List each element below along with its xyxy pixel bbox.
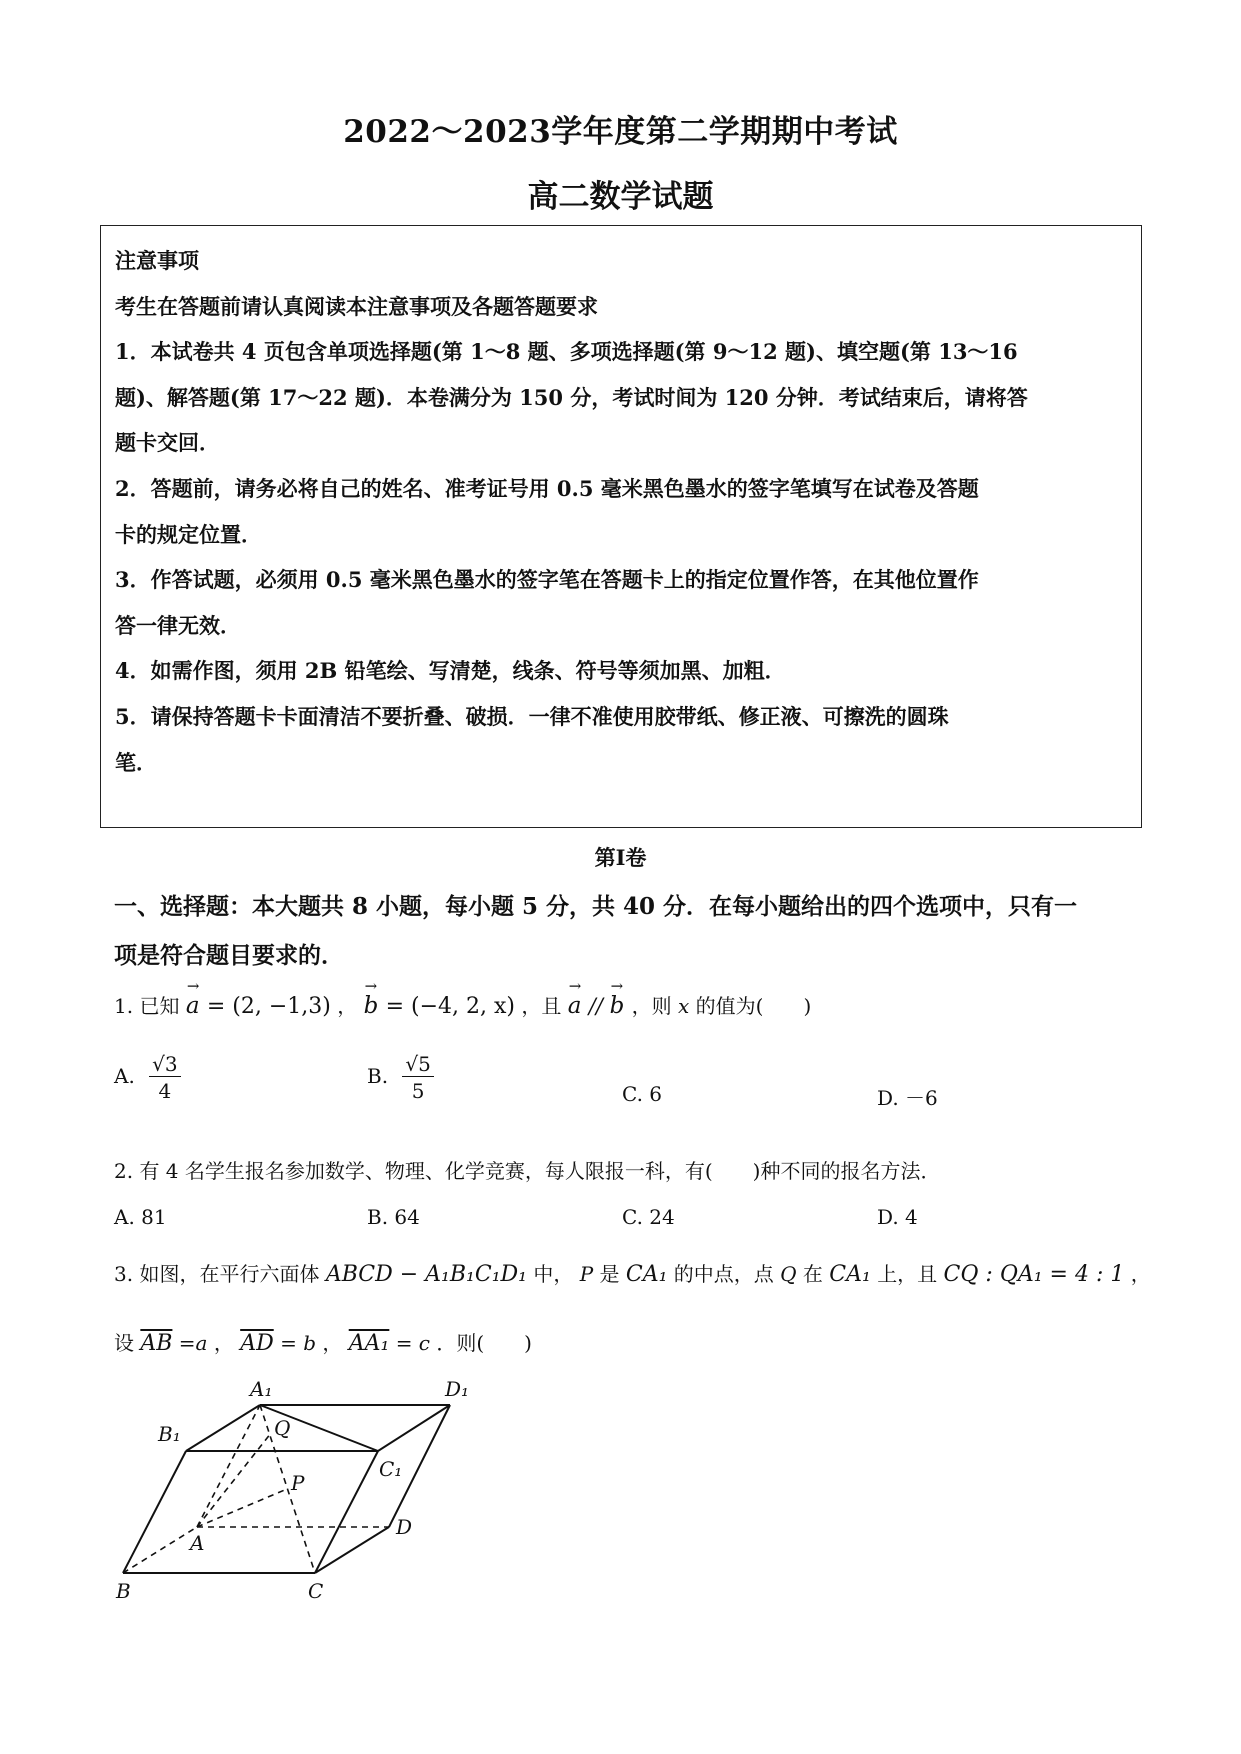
notice-line: 卡的规定位置． — [115, 521, 262, 547]
notice-line: 题卡交回． — [115, 430, 220, 456]
q1-option-a[interactable]: A. $\frac{√3}{4}$ — [114, 1052, 181, 1103]
label-D: D — [396, 1515, 413, 1539]
q1-then: ，则 — [631, 994, 672, 1018]
vector-AB: $\overline{AB}$ — [140, 1331, 173, 1356]
label-B: B — [116, 1579, 131, 1603]
segment-AQ — [197, 1433, 271, 1527]
q1-option-b[interactable]: B. $\frac{√5}{5}$ — [367, 1052, 434, 1103]
exam-subtitle: 高二数学试题 — [527, 179, 714, 215]
vector-arrow-icon: → — [610, 977, 624, 995]
notice-line: 4．如需作图，须用 2B 铅笔绘、写清楚，线条、符号等须加黑、加粗． — [115, 658, 786, 684]
vector-b-value: = (−4, 2, x) — [385, 994, 516, 1019]
vector-arrow-icon: → — [364, 977, 378, 995]
label-D1: D₁ — [445, 1377, 470, 1401]
ratio: CQ : QA₁ = 4 : 1 — [943, 1262, 1125, 1287]
label-Q: Q — [274, 1416, 291, 1440]
exam-title: 2022～2023学年度第二学期期中考试 — [343, 114, 898, 150]
section-title: 第I卷 — [594, 845, 647, 870]
notice-line: 笔． — [115, 749, 157, 775]
q2-option-a[interactable]: A. 81 — [114, 1205, 167, 1229]
vector-a-value: = (2, −1,3) — [206, 994, 331, 1019]
label-A1: A₁ — [250, 1377, 273, 1401]
edge — [315, 1451, 378, 1573]
vector-arrow-icon: → — [568, 977, 582, 995]
q1-prefix: 1. 已知 — [114, 994, 180, 1018]
parallel-b: → b — [609, 977, 625, 1019]
question-2: 2. 有 4 名学生报名参加数学、物理、化学竞赛，每人限报一科，有( )种不同的报名方法． — [114, 1159, 941, 1183]
parallel-symbol: // — [588, 994, 610, 1018]
vector-a: → a — [185, 977, 200, 1019]
label-C: C — [308, 1579, 324, 1603]
q1-suffix: 的值为( ) — [695, 994, 812, 1018]
part1-heading-line2: 项是符合题目要求的． — [114, 942, 344, 969]
label-C1: C₁ — [379, 1457, 403, 1481]
label-A: A — [190, 1531, 205, 1555]
solid-name: ABCD − A₁B₁C₁D₁ — [325, 1262, 527, 1287]
notice-heading: 注意事项 — [115, 248, 199, 273]
vector-b: → b — [363, 977, 379, 1019]
label-P: P — [291, 1471, 305, 1495]
fraction: $\frac{√5}{5}$ — [402, 1052, 433, 1103]
notice-line: 1．本试卷共 4 页包含单项选择题(第 1～8 题、多项选择题(第 9～12 题)、填空题(第 13～16 — [115, 339, 1018, 365]
q1-sep: ， — [337, 994, 358, 1018]
notice-line: 5．请保持答题卡卡面清洁不要折叠、破损．一律不准使用胶带纸、修正液、可擦洗的圆珠 — [115, 703, 949, 729]
question-3-line2: 设 $\overline{AB} =a$ ， $\overline{AD} = b$ ， AA₁ = c ．则( ) — [114, 1331, 532, 1356]
notice-line: 2．答题前，请务必将自己的姓名、准考证号用 0.5 毫米黑色墨水的签字笔填写在试卷及答题 — [115, 475, 979, 501]
part1-heading-line1: 一、选择题：本大题共 8 小题，每小题 5 分，共 40 分．在每小题给出的四个选项中，只有一 — [114, 893, 1078, 920]
q1-mid: ，且 — [521, 994, 562, 1018]
label-B1: B₁ — [158, 1422, 181, 1446]
q2-option-c[interactable]: C. 24 — [622, 1205, 675, 1229]
q2-option-b[interactable]: B. 64 — [367, 1205, 420, 1229]
notice-line: 答一律无效． — [115, 612, 241, 638]
parallel-a: → a — [567, 977, 582, 1019]
q1-option-c[interactable]: C. 6 — [622, 1082, 663, 1106]
notice-line: 考生在答题前请认真阅读本注意事项及各题答题要求 — [115, 293, 598, 319]
q2-option-d[interactable]: D. 4 — [877, 1205, 918, 1229]
q1-variable: x — [678, 994, 690, 1018]
vector-AA1: AA₁ — [348, 1331, 390, 1356]
edge — [123, 1451, 186, 1573]
notice-line: 题)、解答题(第 17～22 题)．本卷满分为 150 分，考试时间为 120 分钟．考试结束后，请将答 — [115, 384, 1028, 410]
fraction: $\frac{√3}{4}$ — [149, 1052, 180, 1103]
vector-arrow-icon: → — [186, 977, 200, 995]
vector-AD: $\overline{AD}$ — [240, 1331, 274, 1356]
notice-line: 3．作答试题，必须用 0.5 毫米黑色墨水的签字笔在答题卡上的指定位置作答，在其他位置作 — [115, 567, 979, 593]
question-3-line1: 3. 如图，在平行六面体 ABCD − A₁B₁C₁D₁ 中， P 是 CA₁ 的中点，点 Q 在 CA₁ 上，且 CQ : QA₁ = 4 : 1 ， — [114, 1262, 1151, 1287]
segment-AP — [197, 1489, 287, 1527]
hidden-edge — [197, 1405, 260, 1527]
q1-option-d[interactable]: D. －6 — [877, 1086, 938, 1110]
